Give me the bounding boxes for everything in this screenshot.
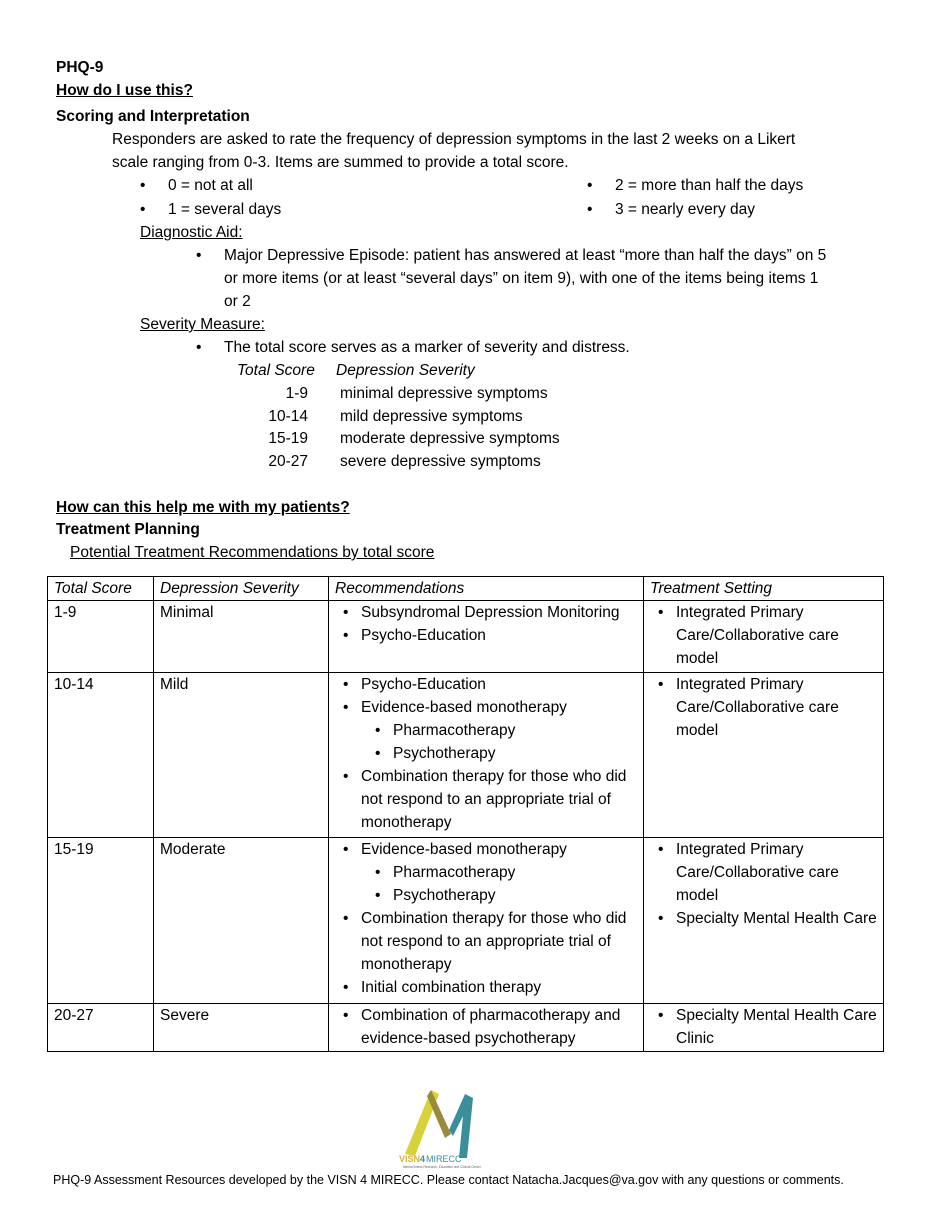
row-score: 15-19 <box>48 838 154 1004</box>
severity-desc: moderate depressive symptoms <box>340 430 560 447</box>
diagnostic-line-2: or more items (or at least “several days” on item 9), with one of the items being items 1 <box>224 270 819 287</box>
row-severity: Moderate <box>154 838 329 1004</box>
heading-how-use: How do I use this? <box>56 82 193 99</box>
likert-0: • 0 = not at all <box>168 175 253 197</box>
setting-item: • Integrated Primary Care/Collaborative care model <box>650 838 877 907</box>
intro-line-2: scale ranging from 0-3. Items are summed to provide a total score. <box>112 154 569 171</box>
recommendation-item: • Combination of pharmacotherapy and evidence-based psychotherapy <box>335 1004 637 1050</box>
likert-1: • 1 = several days <box>168 199 281 221</box>
severity-desc: minimal depressive symptoms <box>340 385 548 402</box>
recommendation-item: • Initial combination therapy <box>335 976 637 999</box>
logo-mirecc: MIRECC <box>426 1154 462 1164</box>
setting-item: • Specialty Mental Health Care <box>650 907 877 930</box>
table-row <box>48 601 884 673</box>
header-treatment-setting: Treatment Setting <box>644 577 884 601</box>
row-severity: Mild <box>154 673 329 838</box>
visn4-mirecc-logo <box>393 1082 503 1170</box>
likert-3: • 3 = nearly every day <box>615 199 755 221</box>
logo-tagline: Mental Illness Research, Education and Clinical Center <box>403 1165 481 1169</box>
heading-scoring: Scoring and Interpretation <box>56 108 250 125</box>
row-score: 1-9 <box>48 601 154 673</box>
recommendation-item: • Psycho-Education <box>335 673 637 696</box>
table-row <box>48 673 884 838</box>
setting-item: • Integrated Primary Care/Collaborative care model <box>650 601 877 670</box>
header-recommendations: Recommendations <box>329 577 644 601</box>
recommendation-item: • Psycho-Education <box>335 624 637 647</box>
severity-measure-label: Severity Measure: <box>140 316 265 333</box>
treatment-table <box>47 576 884 1052</box>
header-total-score: Total Score <box>48 577 154 601</box>
treatment-subheading: Potential Treatment Recommendations by total score <box>70 544 435 561</box>
recommendation-item: • Combination therapy for those who did not respond to an appropriate trial of monotherapy <box>335 907 637 976</box>
recommendation-item: • Evidence-based monotherapy <box>335 696 637 719</box>
page-title: PHQ-9 <box>56 59 104 76</box>
severity-header-severity: Depression Severity <box>336 362 475 379</box>
recommendation-subitem: • Psychotherapy <box>335 742 637 765</box>
table-row <box>48 1004 884 1052</box>
severity-desc: mild depressive symptoms <box>340 408 523 425</box>
severity-score: 1-9 <box>285 385 308 402</box>
likert-2: • 2 = more than half the days <box>615 175 803 197</box>
row-severity: Severe <box>154 1004 329 1052</box>
severity-score: 10-14 <box>268 408 308 425</box>
svg-text:VISN4MIRECC <box>399 1154 462 1164</box>
setting-item: • Integrated Primary Care/Collaborative care model <box>650 673 877 742</box>
logo-num: 4 <box>420 1154 426 1164</box>
severity-bullet: • The total score serves as a marker of severity and distress. <box>224 337 630 359</box>
recommendation-item: • Combination therapy for those who did not respond to an appropriate trial of monotherapy <box>335 765 637 834</box>
severity-header-score: Total Score <box>237 362 315 379</box>
row-score: 20-27 <box>48 1004 154 1052</box>
diagnostic-aid-label: Diagnostic Aid: <box>140 224 243 241</box>
row-severity: Minimal <box>154 601 329 673</box>
heading-help: How can this help me with my patients? <box>56 499 350 516</box>
footer: PHQ-9 Assessment Resources developed by the VISN 4 MIRECC. Please contact Natacha.Jacques@va.gov with any questions or comments. <box>53 1173 844 1187</box>
header-depression-severity: Depression Severity <box>154 577 329 601</box>
recommendation-subitem: • Psychotherapy <box>335 884 637 907</box>
heading-treatment: Treatment Planning <box>56 521 200 538</box>
table-header-row <box>48 577 884 601</box>
severity-score: 15-19 <box>268 430 308 447</box>
recommendation-subitem: • Pharmacotherapy <box>335 861 637 884</box>
recommendation-item: • Evidence-based monotherapy <box>335 838 637 861</box>
row-score: 10-14 <box>48 673 154 838</box>
diagnostic-line-1: • Major Depressive Episode: patient has answered at least “more than half the days” on 5 <box>224 245 826 267</box>
recommendation-subitem: • Pharmacotherapy <box>335 719 637 742</box>
logo-visn: VISN <box>399 1154 421 1164</box>
severity-desc: severe depressive symptoms <box>340 453 541 470</box>
logo-mark-teal <box>449 1094 473 1158</box>
intro-line-1: Responders are asked to rate the frequency of depression symptoms in the last 2 weeks on a Likert <box>112 131 796 148</box>
table-row <box>48 838 884 1004</box>
diagnostic-line-3: or 2 <box>224 293 251 310</box>
setting-item: • Specialty Mental Health Care Clinic <box>650 1004 877 1050</box>
recommendation-item: • Subsyndromal Depression Monitoring <box>335 601 637 624</box>
severity-score: 20-27 <box>268 453 308 470</box>
